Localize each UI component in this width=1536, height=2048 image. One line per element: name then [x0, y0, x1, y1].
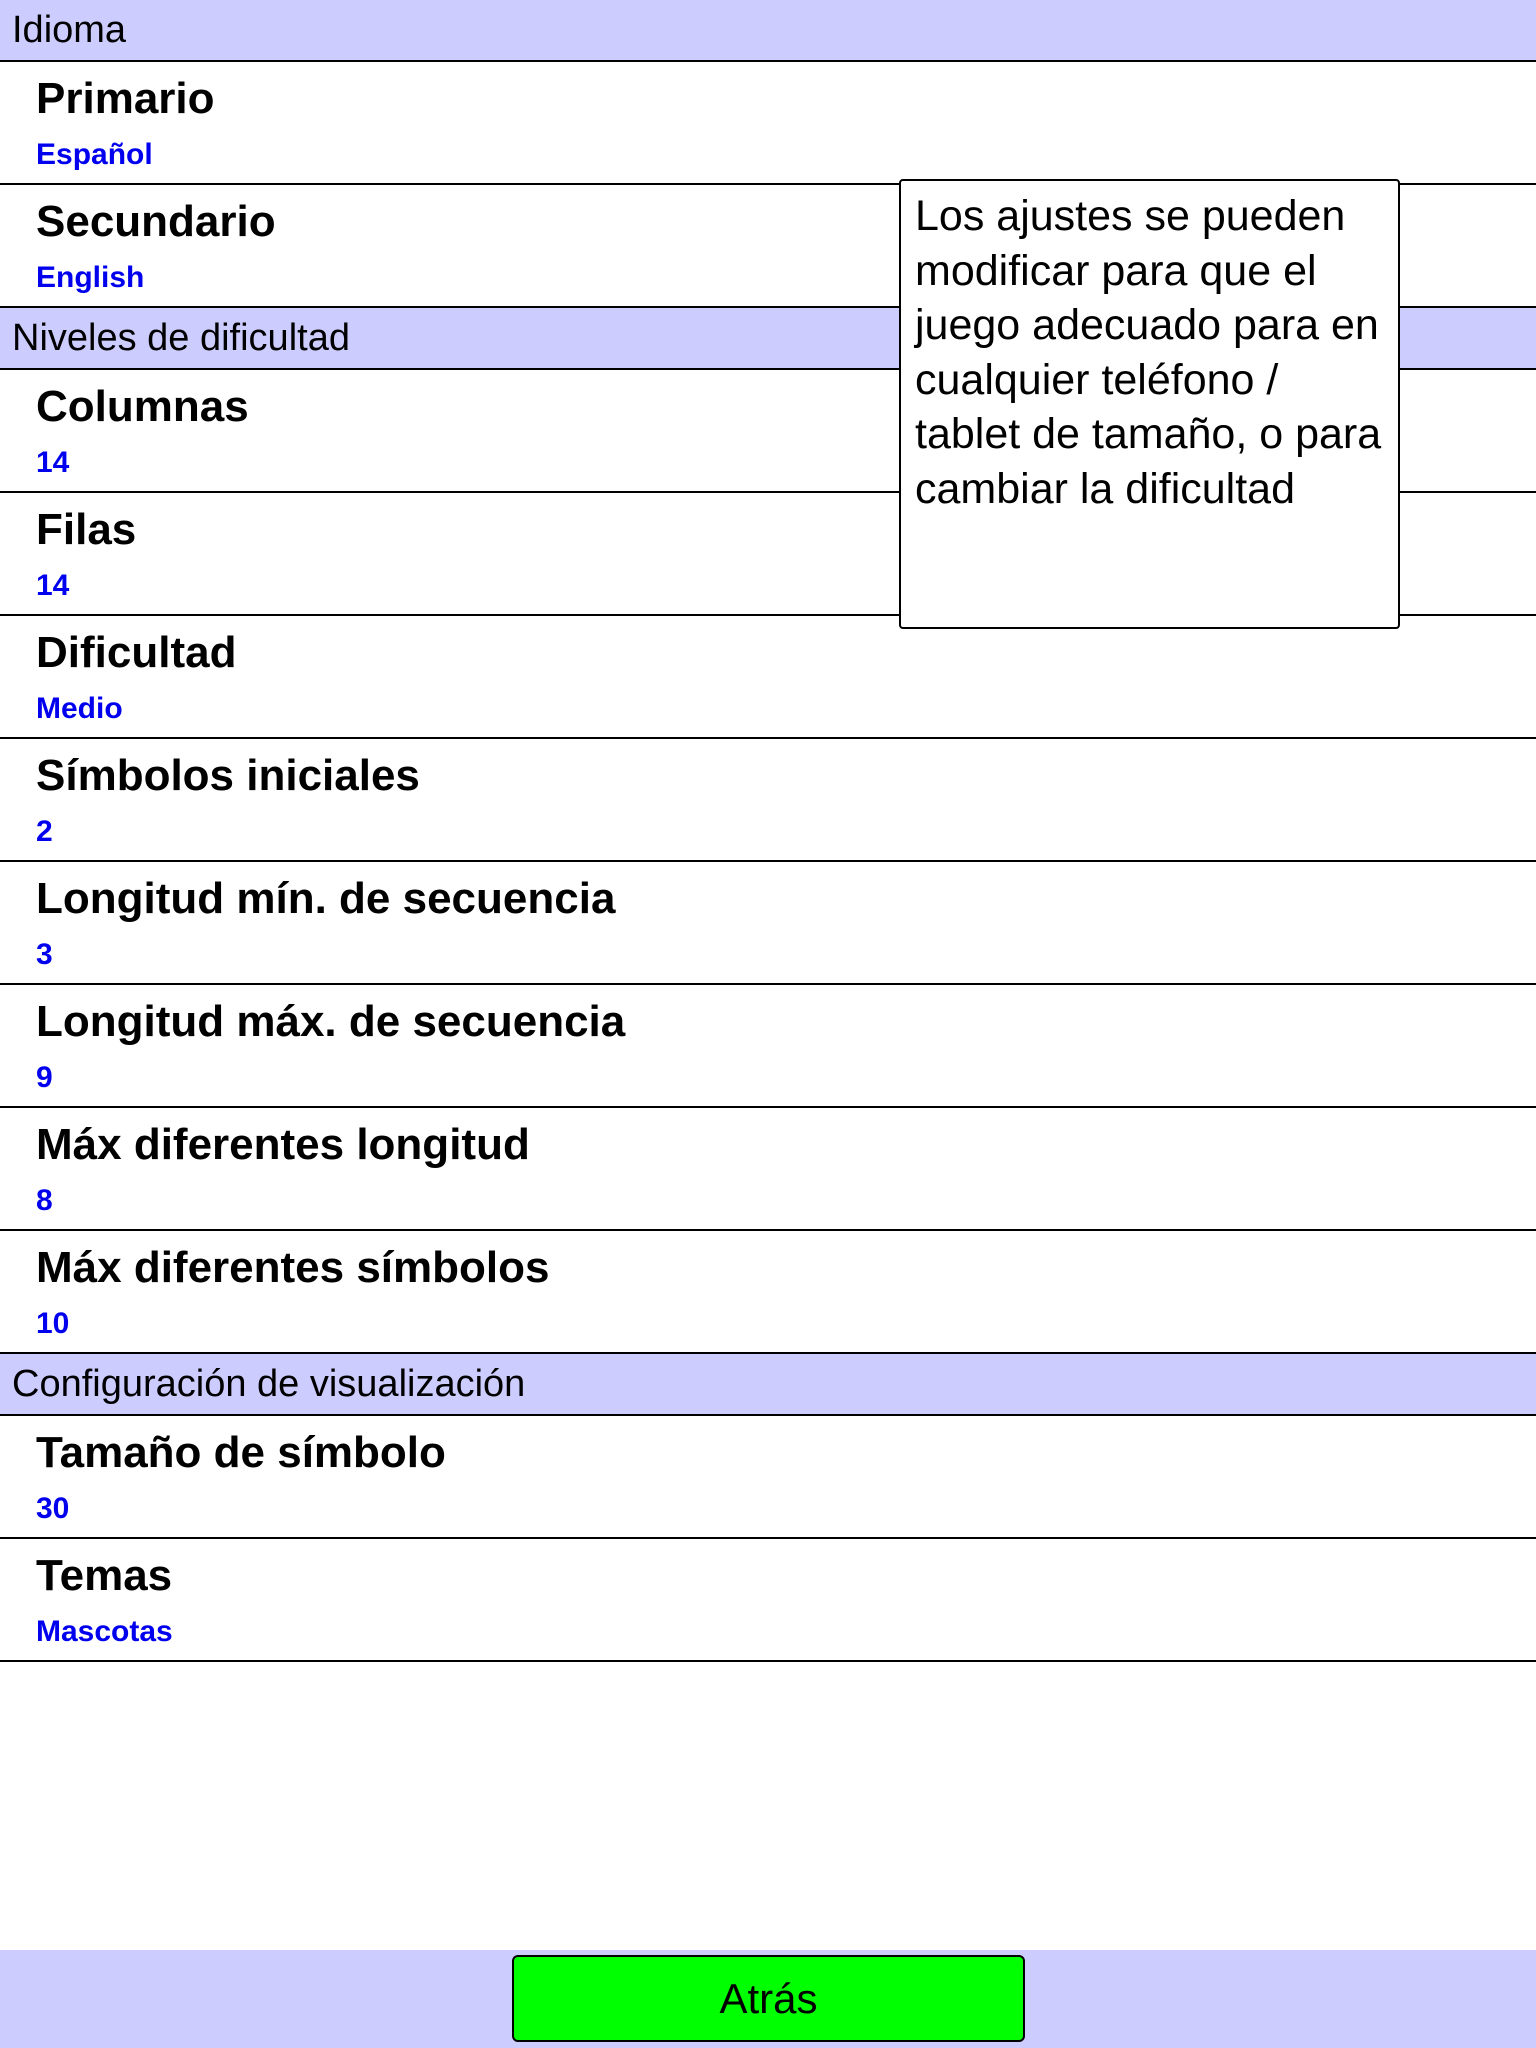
section-header-idioma: Idioma [0, 0, 1536, 62]
pref-title: Filas [36, 505, 137, 554]
back-button[interactable]: Atrás [512, 1955, 1025, 2042]
pref-temas[interactable] [0, 1539, 1536, 1662]
pref-title: Dificultad [36, 628, 237, 677]
pref-dificultad[interactable] [0, 616, 1536, 739]
pref-title: Símbolos iniciales [36, 751, 420, 800]
help-tooltip: Los ajustes se pueden modificar para que el juego adecuado para en cualquier teléfono / tablet de tamaño, o para cambiar la dificultad [899, 179, 1400, 629]
pref-value: 10 [36, 1307, 70, 1340]
pref-title: Secundario [36, 197, 276, 246]
pref-title: Tamaño de símbolo [36, 1428, 446, 1477]
pref-value: 14 [36, 446, 70, 479]
bottom-bar [0, 1950, 1536, 2048]
pref-tamano-simbolo[interactable] [0, 1416, 1536, 1539]
pref-value: Mascotas [36, 1615, 173, 1648]
pref-max-diferentes-longitud[interactable] [0, 1108, 1536, 1231]
pref-title: Primario [36, 74, 215, 123]
pref-value: 8 [36, 1184, 53, 1217]
pref-title: Longitud mín. de secuencia [36, 874, 616, 923]
pref-title: Columnas [36, 382, 249, 431]
pref-max-diferentes-simbolos[interactable] [0, 1231, 1536, 1354]
pref-value: 3 [36, 938, 53, 971]
pref-value: 2 [36, 815, 53, 848]
pref-value: Medio [36, 692, 123, 725]
pref-value: Español [36, 138, 153, 171]
pref-title: Longitud máx. de secuencia [36, 997, 626, 1046]
pref-longitud-min-secuencia[interactable] [0, 862, 1536, 985]
pref-value: 14 [36, 569, 70, 602]
pref-title: Máx diferentes símbolos [36, 1243, 550, 1292]
pref-title: Temas [36, 1551, 173, 1600]
section-header-visualizacion: Configuración de visualización [0, 1354, 1536, 1416]
section-header-dificultad: Niveles de dificultad [0, 308, 1536, 370]
pref-value: 9 [36, 1061, 53, 1094]
pref-primario[interactable] [0, 62, 1536, 185]
pref-value: 30 [36, 1492, 70, 1525]
pref-title: Máx diferentes longitud [36, 1120, 530, 1169]
pref-longitud-max-secuencia[interactable] [0, 985, 1536, 1108]
pref-simbolos-iniciales[interactable] [0, 739, 1536, 862]
pref-value: English [36, 261, 145, 294]
